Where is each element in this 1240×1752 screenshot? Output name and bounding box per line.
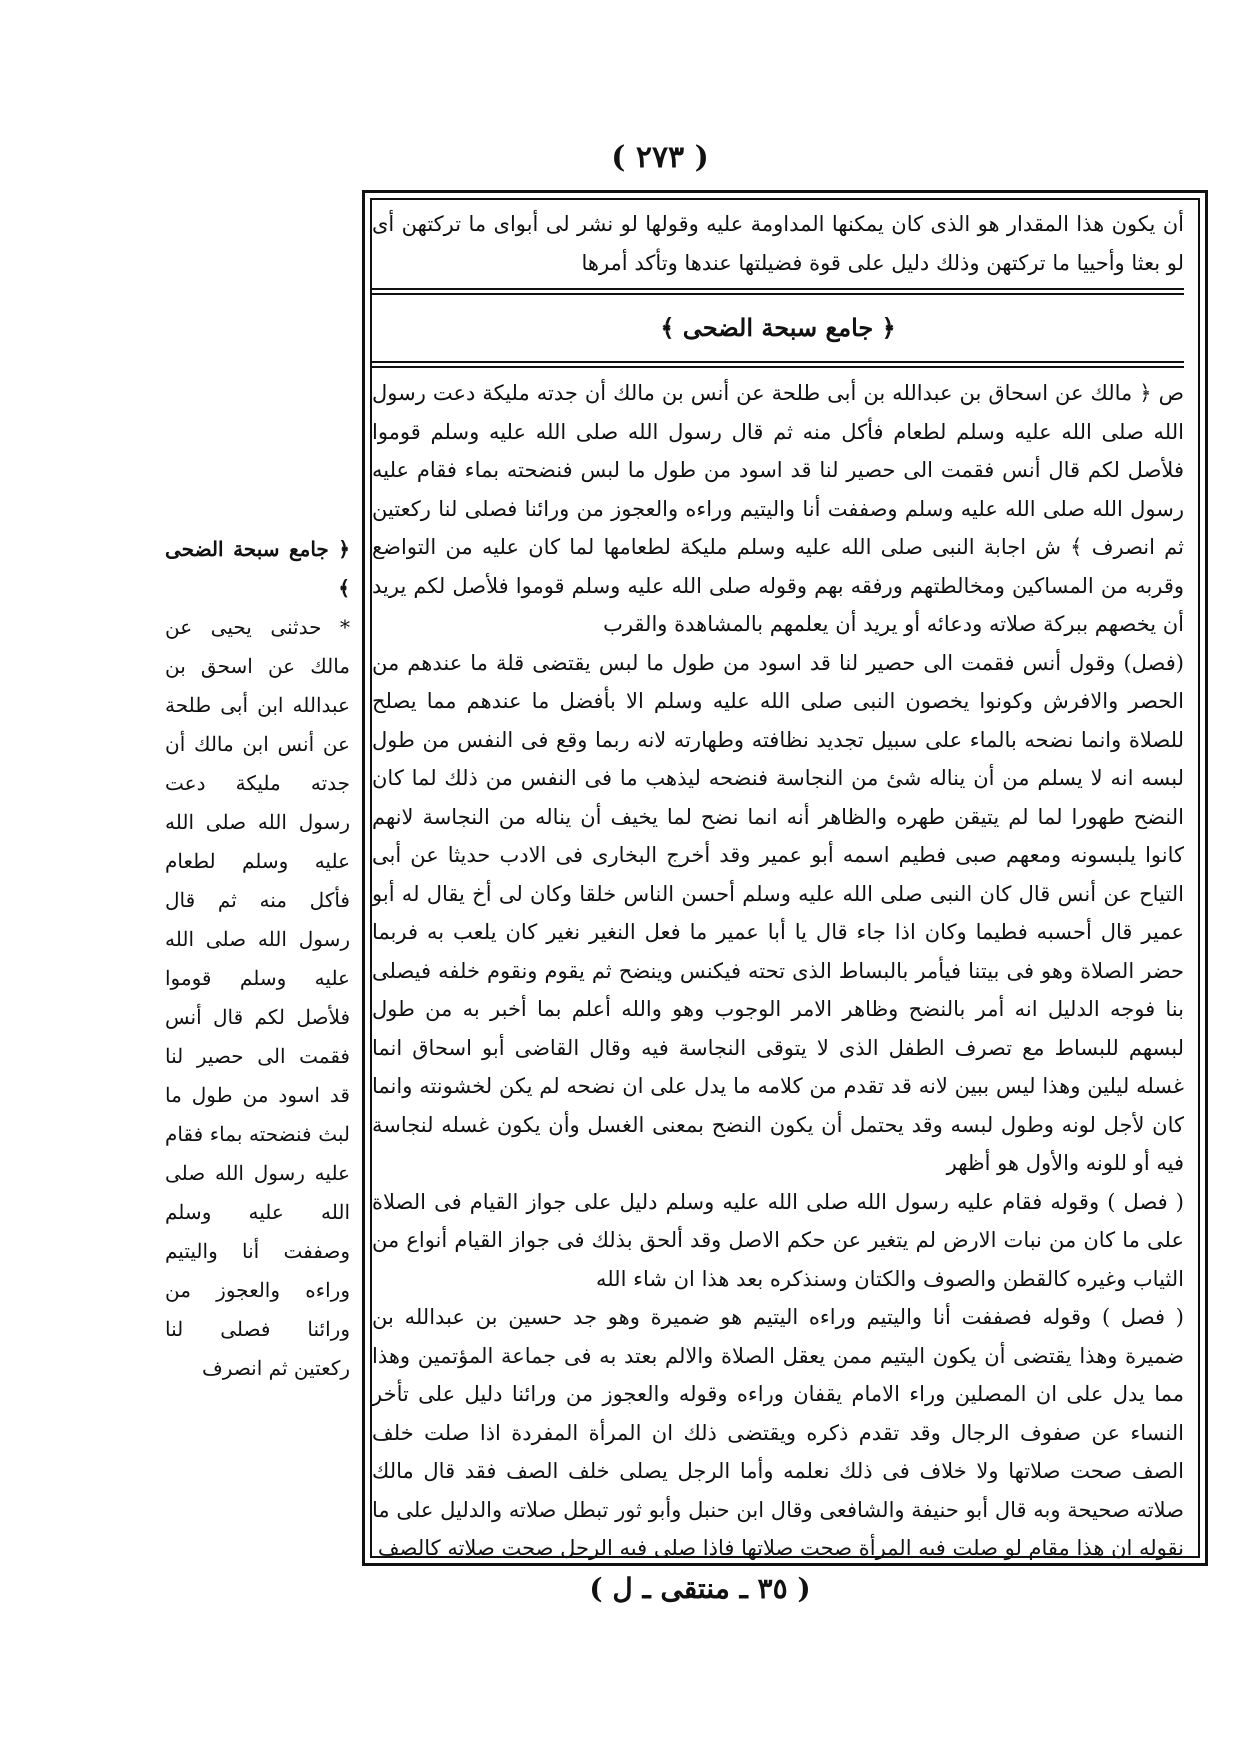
footer-signature-reference: ( ٣٥ ـ منتقى ـ ل ) [589,1572,811,1605]
body-paragraph: ( فصل ) وقوله فصففت أنا واليتيم وراءه اليتيم هو ضميرة وهو جد حسين بن عبدالله بن ضميرة وهذا يقتضى أن يكون اليتيم ممن يعقل الصلاة والالم بعتد به فى جماعة المؤتمين وهذا مما يدل على ان المصلين وراء الامام يقفان وراءه وقوله والعجوز من ورائنا دليل على تأخر النساء عن صفوف الرجال وقد تقدم ذكره ويقتضى ذلك ان المرأة المفردة اذا صلت خلف الصف صحت صلاتها ولا خلاف فى ذلك نعلمه وأما الرجل يصلى خلف الصف فقد قال مالك صلاته صحيحة وبه قال أبو حنيفة والشافعى وقال ابن حنبل وأبو ثور تبطل صلاته والدليل على ما نقوله ان هذا مقام لو صلت فيه المرأة صحت صلاتها فاذا صلى فيه الرجل صحت صلاته كالصف [372,1305,1184,1560]
margin-commentary [165,530,350,1388]
page-number: ( ٢٧٣ ) [611,140,709,175]
body-paragraph: ص ﴿ مالك عن اسحاق بن عبدالله بن أبى طلحة عن أنس بن مالك أن جدته مليكة دعت رسول الله صلى الله عليه وسلم لطعام فأكل منه ثم قال رسول الله صلى الله عليه وسلم قوموا فلأصل لكم قال أنس فقمت الى حصير لنا قد اسود من طول ما لبس فنضحته بماء فقام عليه رسول الله صلى الله عليه وسلم وصففت أنا واليتيم وراءه والعجوز من ورائنا فصلى لنا ركعتين ثم انصرف ﴾ ش اجابة النبى صلى الله عليه وسلم مليكة لطعامها لما كان عليه من التواضع وقربه من المساكين ومخالطتهم ورفقه بهم وقوله صلى الله عليه وسلم قوموا فلأصل لكم يريد أن يخصهم ببركة صلاته ودعائه أو يريد أن يعلمهم بالمشاهدة والقرب [372,381,1184,636]
margin-heading: ﴿ جامع سبحة الضحى ﴾ [165,537,350,600]
heading-rule-bottom [372,361,1184,368]
body-paragraph: ( فصل ) وقوله فقام عليه رسول الله صلى الله عليه وسلم دليل على جواز القيام فى الصلاة على ما كان من نبات الارض لم يتغير عن حكم الاصل وقد ألحق بذلك فى جواز القيام أنواع من الثياب وغيره كالقطن والصوف والكتان وسنذكره بعد هذا ان شاء الله [372,1189,1184,1291]
margin-text: * حدثنى يحيى عن مالك عن اسحق بن عبدالله ابن أبى طلحة عن أنس ابن مالك أن جدته مليكة دعت رسول الله صلى الله عليه وسلم لطعام فأكل منه ثم قال رسول الله صلى الله عليه وسلم قوموا فلأصل لكم قال أنس فقمت الى حصير لنا قد اسود من طول ما لبث فنضحته بماء فقام عليه رسول الله صلى الله عليه وسلم وصففت أنا واليتيم وراءه والعجوز من ورائنا فصلى لنا ركعتين ثم انصرف [165,615,350,1380]
intro-paragraph: أن يكون هذا المقدار هو الذى كان يمكنها المداومة عليه وقولها لو نشر لى أبواى ما تركتهن أى لو بعثا وأحييا ما تركتهن وذلك دليل على قوة فضيلتها عندها وتأكد أمرها [372,212,1184,275]
main-text-column [372,205,1184,1568]
section-heading: ﴿ جامع سبحة الضحى ﴾ [660,313,896,342]
body-paragraph: (فصل) وقول أنس فقمت الى حصير لنا قد اسود من طول ما لبس يقتضى قلة ما عندهم من الحصر والافرش وكونوا يخصون النبى صلى الله عليه وسلم الا بأفضل ما عندهم مما يصلح للصلاة وانما نضحه بالماء على سبيل تجديد نظافته وطهارته لانه ربما وقع فى النفس من طول لبسه انه لا يسلم من أن يناله شئ من النجاسة فنضحه ليذهب ما فى النفس من ذلك لما كان النضح طهورا لما لم يتيقن طهره والظاهر أنه انما نضح لما يخيف أن يناله من النجاسة لانهم كانوا يلبسونه ومعهم صبى فطيم اسمه أبو عمير وقد أخرج البخارى فى الادب حديثا عن أبى التياح عن أنس قال كان النبى صلى الله عليه وسلم أحسن الناس خلقا وكان لى أخ يقال له أبو عمير قال أحسبه فطيما وكان اذا جاء قال يا أبا عمير ما فعل النغير نغير كان يلعب به فربما حضر الصلاة وهو فى بيتنا فيأمر بالبساط الذى تحته فيكنس وينضح ثم يقوم ونقوم خلفه فيصلى بنا فوجه الدليل انه أمر بالنضح وظاهر الامر الوجوب وهو والله أعلم بما أخبر به من طول لبسهم للبساط مع تصرف الطفل الذى لا يتوقى النجاسة فيه وقال القاضى أبو اسحاق انما غسله ليلين وهذا ليس ببين لانه قد تقدم من كلامه ما يدل على ان نضحه لم يكن لخشونته وانما كان لأجل لونه وطول لبسه وقد يحتمل أن يكون النضح بمعنى الغسل وأن يكون غسله لنجاسة فيه أو للونه والأول هو أظهر [372,650,1185,1175]
heading-rule-top [372,288,1184,295]
